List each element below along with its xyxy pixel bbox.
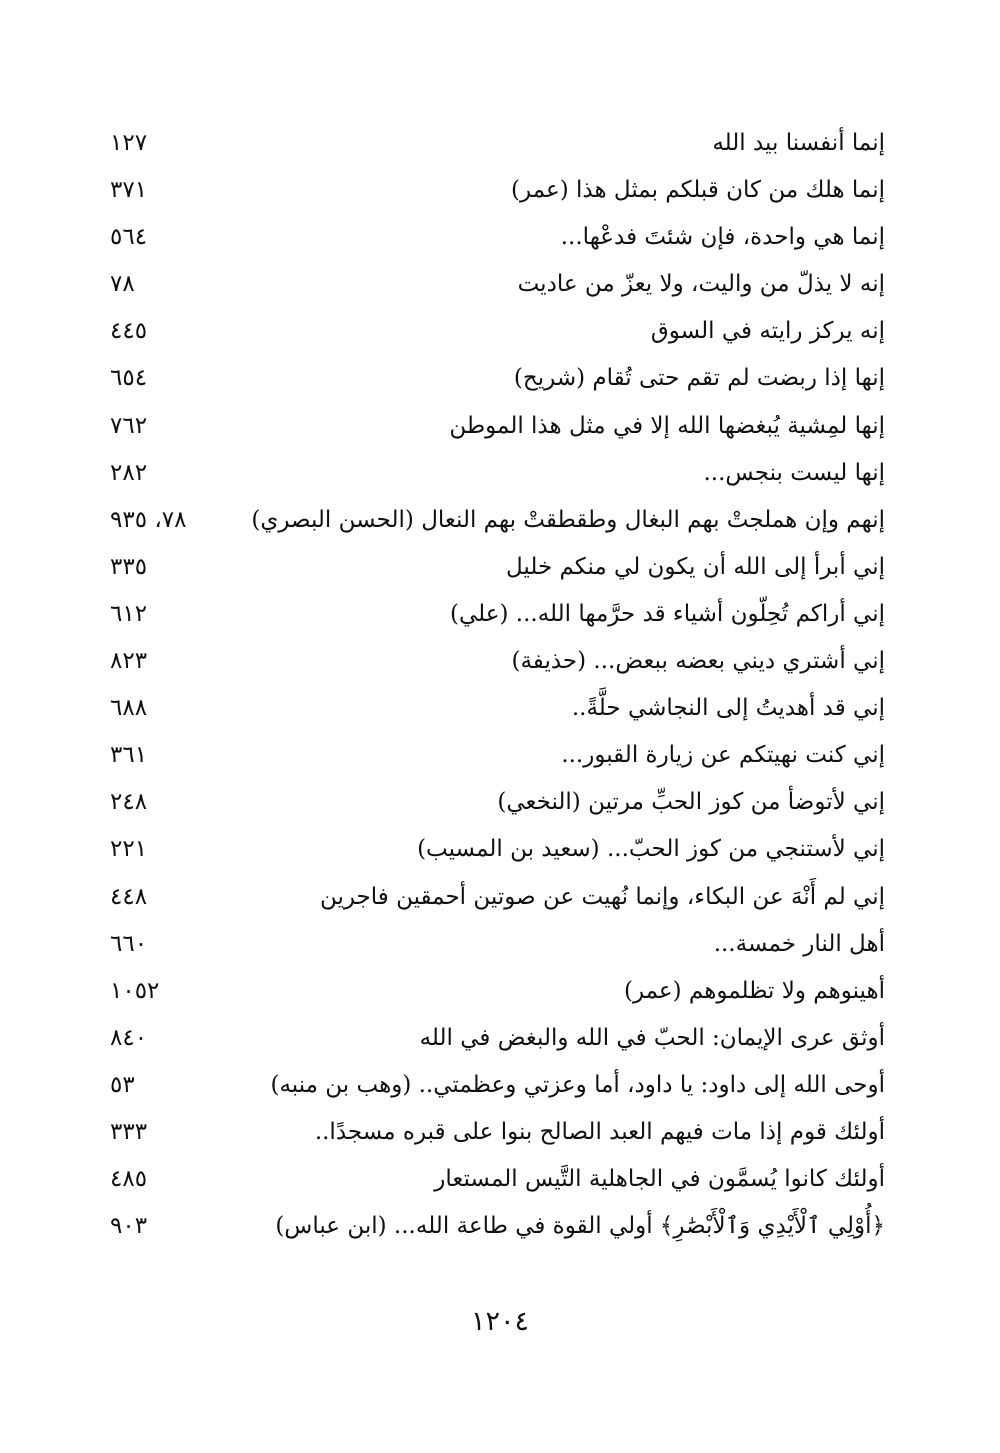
page-number: ١٢٠٤ bbox=[470, 1306, 529, 1337]
entry-text: إني قد أهديتُ إلى النجاشي حلَّةً.. bbox=[571, 695, 885, 722]
entry-text: إنه لا يذلّ من واليت، ولا يعزّ من عاديت bbox=[517, 271, 885, 298]
page-ref: ٣٣٣ bbox=[110, 1118, 148, 1145]
page-ref: ٥٦٤ bbox=[110, 224, 148, 251]
page-ref: ٤٨٥ bbox=[110, 1166, 148, 1193]
entry-text: إني لم أَنْهَ عن البكاء، وإنما نُهيت عن صوتين أحمقين فاجرين bbox=[319, 883, 885, 910]
page-ref: ٣٦١ bbox=[110, 742, 148, 769]
page-ref: ٧٨، ٩٣٥ bbox=[110, 506, 187, 533]
index-row bbox=[110, 732, 885, 779]
index-row bbox=[110, 261, 885, 308]
page-ref: ٣٧١ bbox=[110, 177, 148, 204]
index-row bbox=[110, 120, 885, 167]
entry-text: أهينوهم ولا تظلموهم (عمر) bbox=[623, 977, 885, 1004]
page-ref: ٨٤٠ bbox=[110, 1024, 148, 1051]
index-row bbox=[110, 497, 885, 544]
entry-text: إني كنت نهيتكم عن زيارة القبور... bbox=[561, 742, 885, 769]
index-row bbox=[110, 779, 885, 826]
index-row bbox=[110, 685, 885, 732]
entry-text: ﴿أُوْلِي ٱلْأَيْدِي وَٱلْأَبْصَٰرِ﴾ أولي القوة في طاعة الله... (ابن عباس) bbox=[275, 1213, 885, 1240]
index-row bbox=[110, 1109, 885, 1156]
page-ref: ٢٢١ bbox=[110, 836, 148, 863]
page-ref: ٦٥٤ bbox=[110, 365, 148, 392]
entry-text: أوحى الله إلى داود: يا داود، أما وعزتي وعظمتي.. (وهب بن منبه) bbox=[270, 1071, 885, 1098]
entry-text: إنها إذا ربضت لم تقم حتى تُقام (شريح) bbox=[513, 365, 885, 392]
page-ref: ٦٦٠ bbox=[110, 930, 148, 957]
index-row bbox=[110, 355, 885, 402]
index-row bbox=[110, 921, 885, 968]
entry-text: إني أراكم تُحِلّون أشياء قد حرَّمها الله... (علي) bbox=[450, 600, 885, 627]
index-row bbox=[110, 968, 885, 1015]
page-ref: ١٠٥٢ bbox=[110, 977, 160, 1004]
index-row bbox=[110, 638, 885, 685]
page-ref: ٢٨٢ bbox=[110, 459, 148, 486]
entry-text: أهل النار خمسة... bbox=[713, 930, 885, 957]
page-ref: ٧٦٢ bbox=[110, 412, 148, 439]
entry-text: إنما أنفسنا بيد الله bbox=[712, 130, 885, 156]
page-ref: ٢٤٨ bbox=[110, 789, 148, 816]
page-ref: ٧٨ bbox=[110, 271, 135, 298]
page-ref: ٩٠٣ bbox=[110, 1213, 148, 1240]
index-row bbox=[110, 403, 885, 450]
entry-text: إني أشتري ديني بعضه ببعض... (حذيفة) bbox=[511, 648, 885, 675]
page-ref: ١٢٧ bbox=[110, 130, 148, 156]
index-row bbox=[110, 544, 885, 591]
index-row bbox=[110, 591, 885, 638]
index-row bbox=[110, 826, 885, 873]
entry-text: إني لأستنجي من كوز الحبّ... (سعيد بن المسيب) bbox=[417, 836, 885, 863]
page-ref: ٤٤٨ bbox=[110, 883, 148, 910]
index-row bbox=[110, 308, 885, 355]
index-row bbox=[110, 167, 885, 214]
entry-text: إنهم وإن هملجتْ بهم البغال وطقطقتْ بهم النعال (الحسن البصري) bbox=[251, 506, 885, 533]
entry-text: أولئك كانوا يُسمَّون في الجاهلية التَّيس المستعار bbox=[434, 1166, 885, 1193]
index-row bbox=[110, 1156, 885, 1203]
entry-text: أوثق عرى الإيمان: الحبّ في الله والبغض في الله bbox=[419, 1024, 885, 1051]
page-ref: ٣٣٥ bbox=[110, 553, 148, 580]
page-ref: ٦١٢ bbox=[110, 600, 148, 627]
page-ref: ٥٣ bbox=[110, 1071, 135, 1098]
index-row bbox=[110, 214, 885, 261]
index-list bbox=[110, 120, 885, 1250]
index-row bbox=[110, 1062, 885, 1109]
entry-text: إنما هلك من كان قبلكم بمثل هذا (عمر) bbox=[511, 177, 885, 204]
entry-text: إني لأتوضأ من كوز الحبِّ مرتين (النخعي) bbox=[497, 789, 885, 816]
page-ref: ٤٤٥ bbox=[110, 318, 148, 345]
entry-text: إنها لمِشية يُبغضها الله إلا في مثل هذا الموطن bbox=[449, 412, 885, 439]
entry-text: إني أبرأ إلى الله أن يكون لي منكم خليل bbox=[505, 553, 885, 580]
entry-text: إنها ليست بنجس... bbox=[703, 459, 885, 486]
entry-text: إنه يركز رايته في السوق bbox=[650, 318, 885, 345]
page-ref: ٦٨٨ bbox=[110, 695, 148, 722]
page-ref: ٨٢٣ bbox=[110, 648, 148, 675]
index-row bbox=[110, 1203, 885, 1250]
index-row bbox=[110, 874, 885, 921]
entry-text: إنما هي واحدة، فإن شئتَ فدعْها... bbox=[560, 224, 885, 251]
index-row bbox=[110, 450, 885, 497]
entry-text: أولئك قوم إذا مات فيهم العبد الصالح بنوا على قبره مسجدًا.. bbox=[314, 1118, 885, 1145]
index-row bbox=[110, 1015, 885, 1062]
